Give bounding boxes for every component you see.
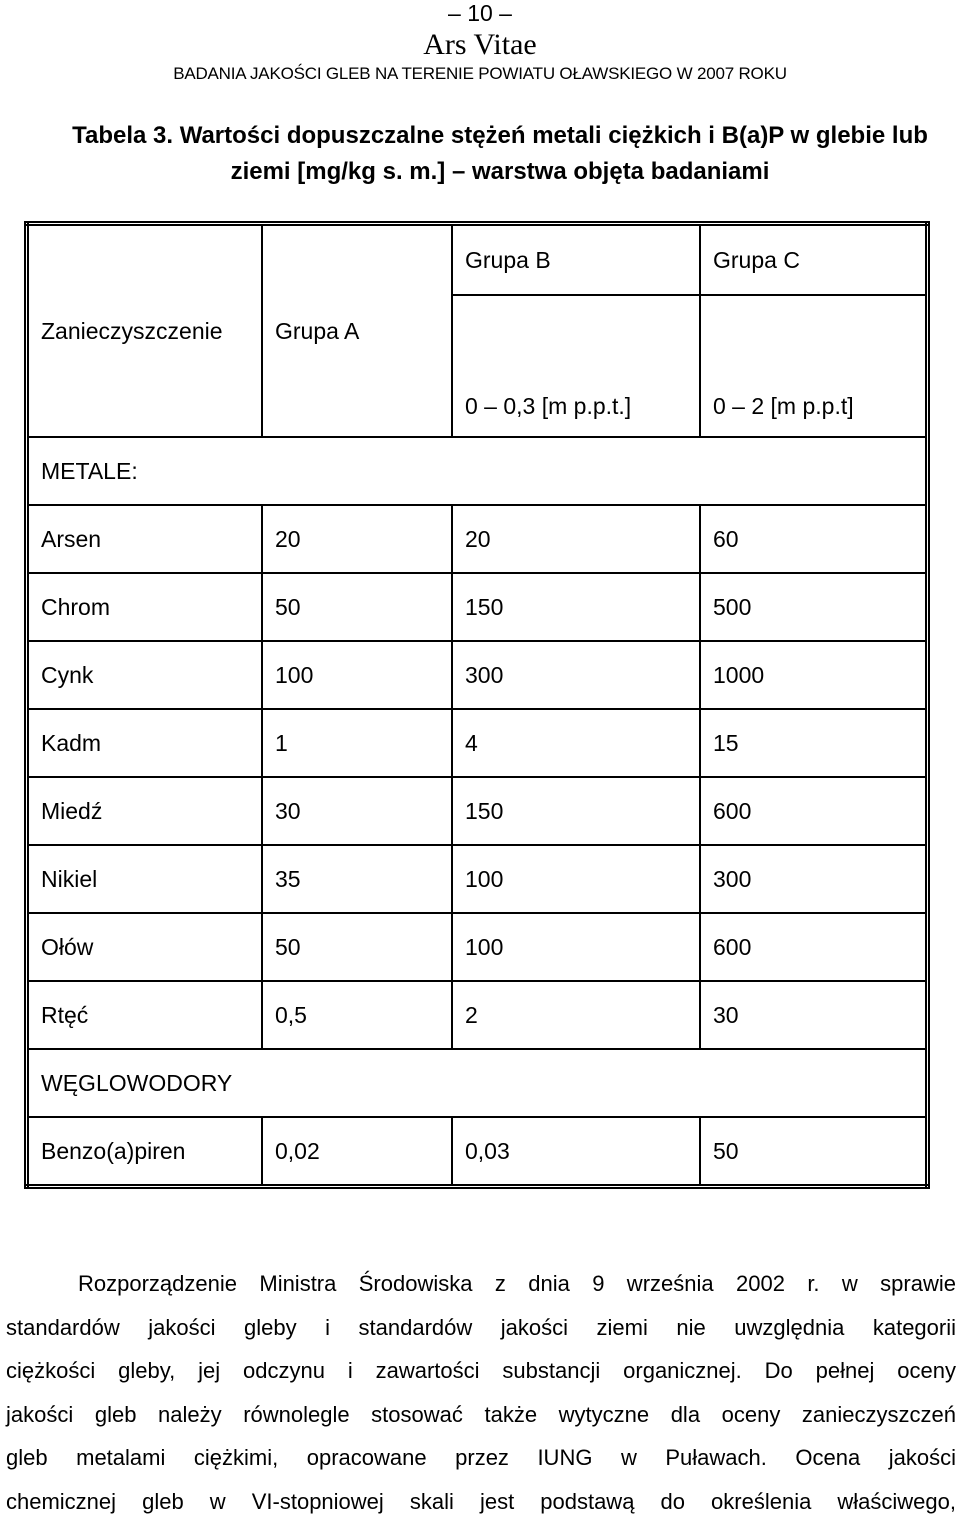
header-group-a: Grupa A: [262, 224, 452, 438]
table-row: [27, 709, 928, 777]
limit-group-b: 4: [452, 709, 700, 777]
table-row: [27, 505, 928, 573]
table-caption: [50, 118, 950, 190]
limit-group-a: 50: [262, 913, 452, 981]
limit-group-c: 50: [700, 1117, 928, 1187]
table-row: [27, 913, 928, 981]
page-number: – 10 –: [300, 0, 660, 26]
limit-group-b: 150: [452, 777, 700, 845]
header-row-1: [27, 224, 928, 296]
limit-group-a: 0,02: [262, 1117, 452, 1187]
table-row: [27, 1117, 928, 1187]
table-row: [27, 573, 928, 641]
limit-group-c: 500: [700, 573, 928, 641]
group-c-depth: 0 – 2 [m p.p.t]: [700, 295, 928, 437]
pollutant-name: Nikiel: [27, 845, 263, 913]
limit-group-b: 2: [452, 981, 700, 1049]
para-line-5: gleb metalami ciężkimi, opracowane przez IUNG w Puławach. Ocena jakości: [6, 1436, 956, 1480]
section-row-metals: [27, 437, 928, 505]
para-line-1: Rozporządzenie Ministra Środowiska z dnia 9 września 2002 r. w sprawie: [6, 1262, 956, 1306]
table-row: [27, 845, 928, 913]
body-paragraph: [6, 1262, 956, 1523]
caption-line-1: Tabela 3. Wartości dopuszczalne stężeń metali ciężkich i B(a)P w glebie lub: [50, 118, 950, 154]
para-line-2: standardów jakości gleby i standardów jakości ziemi nie uwzględnia kategorii: [6, 1306, 956, 1350]
pollutant-name: Cynk: [27, 641, 263, 709]
table-row: [27, 981, 928, 1049]
para-line-6: chemicznej gleb w VI-stopniowej skali jest podstawą do określenia właściwego,: [6, 1480, 956, 1523]
limit-group-c: 30: [700, 981, 928, 1049]
header-group-c: Grupa C: [700, 224, 928, 296]
pollutant-name: Benzo(a)piren: [27, 1117, 263, 1187]
limit-group-c: 1000: [700, 641, 928, 709]
limit-group-b: 150: [452, 573, 700, 641]
limit-group-a: 0,5: [262, 981, 452, 1049]
running-title: Ars Vitae: [0, 28, 960, 62]
section-metals: METALE:: [27, 437, 928, 505]
limit-group-c: 300: [700, 845, 928, 913]
caption-line-2: ziemi [mg/kg s. m.] – warstwa objęta badaniami: [50, 154, 950, 190]
limit-group-b: 100: [452, 845, 700, 913]
pollutant-name: Miedź: [27, 777, 263, 845]
running-subtitle: BADANIA JAKOŚCI GLEB NA TERENIE POWIATU OŁAWSKIEGO W 2007 ROKU: [0, 64, 960, 84]
pollutant-name: Chrom: [27, 573, 263, 641]
table-row: [27, 777, 928, 845]
header-group-b: Grupa B: [452, 224, 700, 296]
para-line-3: ciężkości gleby, jej odczynu i zawartości substancji organicznej. Do pełnej oceny: [6, 1349, 956, 1393]
section-hydrocarbons: WĘGLOWODORY: [27, 1049, 928, 1117]
limit-group-a: 100: [262, 641, 452, 709]
limit-group-b: 20: [452, 505, 700, 573]
table-row: [27, 641, 928, 709]
limit-group-c: 60: [700, 505, 928, 573]
pollutant-name: Kadm: [27, 709, 263, 777]
group-b-depth: 0 – 0,3 [m p.p.t.]: [452, 295, 700, 437]
section-row-hydrocarbons: [27, 1049, 928, 1117]
limit-group-a: 1: [262, 709, 452, 777]
limit-group-b: 100: [452, 913, 700, 981]
limit-group-b: 300: [452, 641, 700, 709]
limit-group-a: 30: [262, 777, 452, 845]
limit-group-c: 15: [700, 709, 928, 777]
limit-group-a: 50: [262, 573, 452, 641]
limit-group-a: 35: [262, 845, 452, 913]
limit-group-b: 0,03: [452, 1117, 700, 1187]
pollutant-name: Arsen: [27, 505, 263, 573]
pollutant-name: Rtęć: [27, 981, 263, 1049]
header-pollutant: Zanieczyszczenie: [27, 224, 263, 438]
norms-table: [24, 221, 930, 1189]
limit-group-c: 600: [700, 913, 928, 981]
para-line-4: jakości gleb należy równolegle stosować także wytyczne dla oceny zanieczyszczeń: [6, 1393, 956, 1437]
limit-group-c: 600: [700, 777, 928, 845]
pollutant-name: Ołów: [27, 913, 263, 981]
limit-group-a: 20: [262, 505, 452, 573]
